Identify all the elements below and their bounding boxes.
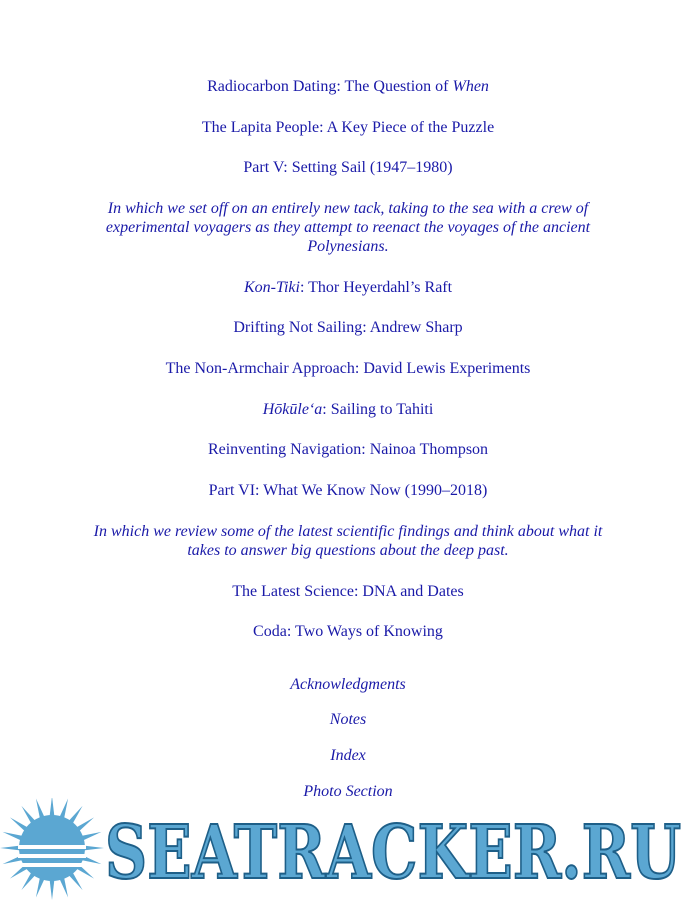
toc-item-photo-section[interactable]: Photo Section <box>303 783 393 800</box>
toc-item-lapita-people[interactable]: The Lapita People: A Key Piece of the Puzzle <box>201 119 495 136</box>
description-line: experimental voyagers as they attempt to reenact the voyages of the ancient <box>105 219 591 236</box>
watermark <box>0 798 696 901</box>
toc-item-latest-science[interactable]: The Latest Science: DNA and Dates <box>232 583 464 600</box>
toc-item-part-vi[interactable]: Part VI: What We Know Now (1990–2018) <box>208 482 488 499</box>
toc-item-drifting-not-sailing[interactable]: Drifting Not Sailing: Andrew Sharp <box>233 319 463 336</box>
sun-over-sea-icon <box>0 798 104 900</box>
part-vi-description <box>70 522 626 560</box>
toc-item-text: : Sailing to Tahiti <box>322 401 434 418</box>
toc-item-index[interactable]: Index <box>330 747 366 764</box>
toc-item-radiocarbon-dating[interactable] <box>0 77 696 96</box>
toc-item-notes[interactable]: Notes <box>329 711 367 728</box>
toc-item-hokulea[interactable] <box>0 400 696 419</box>
watermark-text: SEATRACKER.RU <box>105 810 681 896</box>
toc-item-non-armchair-approach[interactable]: The Non-Armchair Approach: David Lewis Experiments <box>165 360 531 377</box>
toc-item-part-v[interactable]: Part V: Setting Sail (1947–1980) <box>243 159 453 176</box>
description-line: In which we review some of the latest scientific findings and think about what it <box>93 523 603 540</box>
description-line: Polynesians. <box>307 238 389 255</box>
part-v-description <box>70 199 626 256</box>
toc-item-coda[interactable]: Coda: Two Ways of Knowing <box>253 623 443 640</box>
description-line: takes to answer big questions about the deep past. <box>187 542 509 559</box>
toc-item-acknowledgments[interactable]: Acknowledgments <box>290 676 406 693</box>
toc-item-emphasis: When <box>452 78 489 95</box>
toc-item-kon-tiki[interactable] <box>0 278 696 297</box>
toc-item-emphasis: Kon-Tiki <box>243 279 300 296</box>
toc-item-text: : Thor Heyerdahl’s Raft <box>299 279 453 296</box>
toc-item-reinventing-navigation[interactable]: Reinventing Navigation: Nainoa Thompson <box>207 441 489 458</box>
toc-item-text: Radiocarbon Dating: The Question of <box>207 78 453 95</box>
toc-item-emphasis: Hōkūleʻa <box>262 401 323 418</box>
sun-ray <box>49 878 54 900</box>
description-line: In which we set off on an entirely new tack, taking to the sea with a crew of <box>107 200 589 217</box>
